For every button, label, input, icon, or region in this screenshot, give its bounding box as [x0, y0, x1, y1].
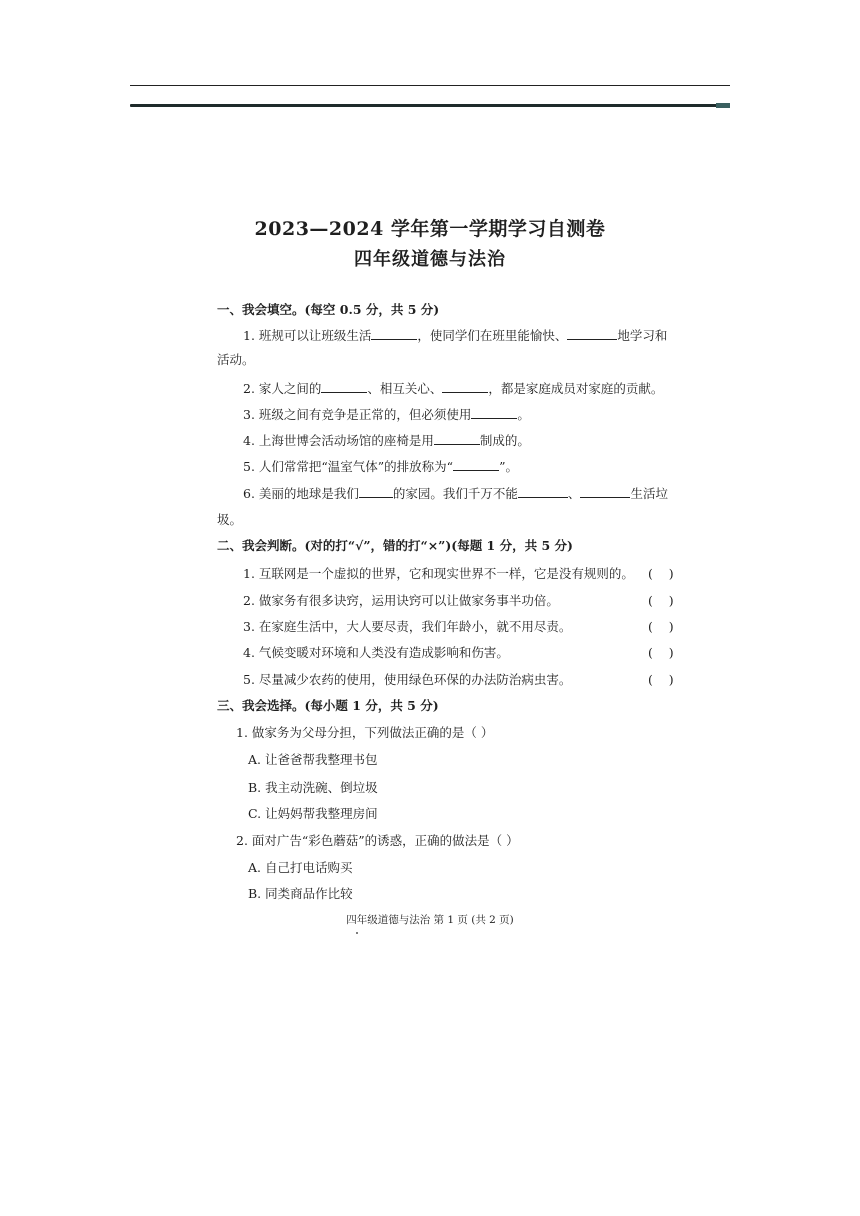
fill-item-2-text-a: 2. 家人之间的 [243, 381, 322, 396]
scan-band-end [716, 103, 730, 108]
fill-item-2-text-b: 、相互关心、 [367, 381, 443, 396]
section-2-heading: 二、我会判断。(对的打“√”，错的打“×”)(每题 1 分，共 5 分) [217, 538, 573, 553]
choice-option-1a[interactable]: A. 让爸爸帮我整理书包 [248, 752, 378, 767]
judge-item-5: 5. 尽量减少农药的使用，使用绿色环保的办法防治病虫害。 [243, 672, 572, 687]
scan-band [130, 104, 730, 107]
fill-item-3-text-b: 。 [517, 407, 530, 422]
fill-item-4-text-a: 4. 上海世博会活动场馆的座椅是用 [243, 433, 434, 448]
answer-blank[interactable] [442, 381, 488, 393]
judge-answer-paren[interactable]: ( ) [648, 619, 674, 634]
exam-title: 2023—2024 学年第一学期学习自测卷 [254, 218, 606, 240]
fill-item-5 [243, 459, 518, 475]
fill-item-6-text-d: 生活垃 [630, 486, 668, 501]
scan-dot [356, 932, 358, 934]
fill-item-4-text-b: 制成的。 [479, 433, 530, 448]
answer-blank[interactable] [580, 486, 630, 498]
judge-item-3: 3. 在家庭生活中，大人要尽责，我们年龄小，就不用尽责。 [243, 619, 572, 634]
judge-answer-paren[interactable]: ( ) [648, 566, 674, 581]
judge-answer-paren[interactable]: ( ) [648, 645, 674, 660]
fill-item-4 [243, 433, 530, 449]
fill-item-1-text-a: 1. 班规可以让班级生活 [243, 328, 372, 343]
judge-item-2: 2. 做家务有很多诀窍，运用诀窍可以让做家务事半功倍。 [243, 593, 559, 608]
section-3-heading: 三、我会选择。(每小题 1 分，共 5 分) [217, 698, 439, 713]
fill-item-6 [243, 486, 668, 502]
judge-item-4: 4. 气候变暖对环境和人类没有造成影响和伤害。 [243, 645, 509, 660]
answer-blank[interactable] [518, 486, 568, 498]
fill-item-6-text-b: 的家园。我们千万不能 [392, 486, 518, 501]
choice-option-1c[interactable]: C. 让妈妈帮我整理房间 [248, 806, 378, 821]
fill-item-1-text-b: ，使同学们在班里能愉快、 [417, 328, 568, 343]
answer-blank[interactable] [471, 407, 517, 419]
fill-item-3 [243, 407, 530, 423]
exam-subtitle: 四年级道德与法治 [354, 249, 506, 270]
judge-answer-paren[interactable]: ( ) [648, 672, 674, 687]
choice-question-2: 2. 面对广告“彩色蘑菇”的诱惑，正确的做法是（ ） [236, 833, 519, 848]
fill-item-6-text-a: 6. 美丽的地球是我们 [243, 486, 359, 501]
answer-blank[interactable] [321, 381, 367, 393]
answer-blank[interactable] [453, 459, 499, 471]
choice-option-1b[interactable]: B. 我主动洗碗、倒垃圾 [248, 780, 378, 795]
fill-item-1-continued: 活动。 [217, 352, 255, 367]
answer-blank[interactable] [567, 328, 617, 340]
judge-answer-paren[interactable]: ( ) [648, 593, 674, 608]
fill-item-3-text-a: 3. 班级之间有竞争是正常的，但必须使用 [243, 407, 472, 422]
section-1-heading: 一、我会填空。(每空 0.5 分，共 5 分) [217, 302, 440, 317]
answer-blank[interactable] [434, 433, 480, 445]
fill-item-5-text-b: ”。 [499, 459, 518, 474]
page-footer: 四年级道德与法治 第 1 页 (共 2 页) [346, 914, 514, 926]
answer-blank[interactable] [359, 486, 393, 498]
fill-item-1 [243, 328, 667, 344]
fill-item-6-text-c: 、 [567, 486, 581, 501]
fill-item-2 [243, 381, 663, 397]
choice-option-2a[interactable]: A. 自己打电话购买 [248, 860, 353, 875]
choice-option-2b[interactable]: B. 同类商品作比较 [248, 886, 353, 901]
judge-item-1: 1. 互联网是一个虚拟的世界，它和现实世界不一样，它是没有规则的。 [243, 566, 634, 581]
fill-item-6-continued: 圾。 [217, 512, 243, 527]
top-rule [130, 85, 730, 86]
fill-item-2-text-c: ，都是家庭成员对家庭的贡献。 [488, 381, 664, 396]
answer-blank[interactable] [371, 328, 417, 340]
fill-item-5-text-a: 5. 人们常常把“温室气体”的排放称为“ [243, 459, 454, 474]
choice-question-1: 1. 做家务为父母分担，下列做法正确的是（ ） [236, 725, 494, 740]
fill-item-1-text-c: 地学习和 [617, 328, 668, 343]
